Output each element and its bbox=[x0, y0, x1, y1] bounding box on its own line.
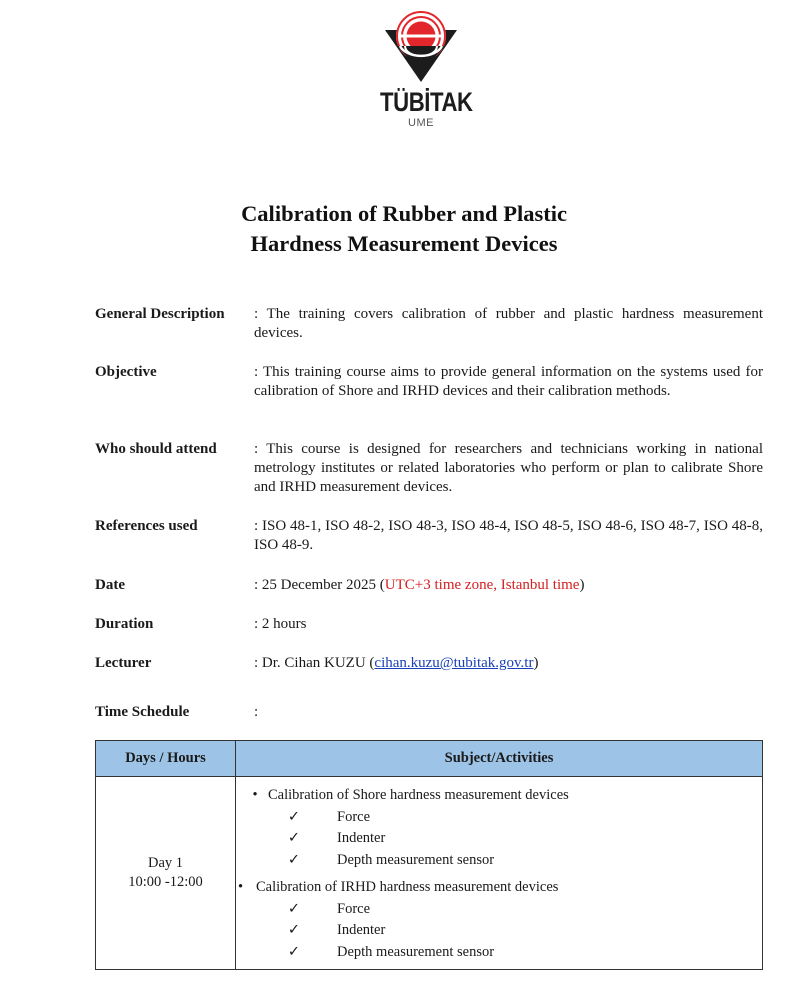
info-value: : ISO 48-1, ISO 48-2, ISO 48-3, ISO 48-4, ISO 48-5, ISO 48-6, ISO 48-7, ISO 48-8, ISO 48-9. bbox=[254, 518, 763, 553]
lecturer-email-link[interactable]: cihan.kuzu@tubitak.gov.tr bbox=[374, 655, 534, 671]
activity-bullet bbox=[236, 877, 762, 899]
checkmark-icon: ✓ bbox=[287, 922, 300, 938]
timezone-note: UTC+3 time zone, Istanbul time bbox=[384, 577, 580, 593]
date-value: : 25 December 2025 ( bbox=[254, 577, 385, 593]
activity-bullet bbox=[236, 785, 762, 807]
info-label: Objective bbox=[95, 364, 157, 380]
checkmark-icon: ✓ bbox=[287, 851, 300, 868]
activity-text: Calibration of IRHD hardness measurement devices bbox=[256, 879, 559, 895]
info-label: Who should attend bbox=[95, 441, 217, 457]
info-value bbox=[254, 654, 763, 673]
lecturer-name: : Dr. Cihan KUZU ( bbox=[254, 655, 375, 671]
activity-subitem bbox=[236, 807, 762, 829]
table-row bbox=[96, 777, 763, 970]
lecturer-close-paren: ) bbox=[533, 655, 539, 671]
activity-subitem bbox=[236, 942, 762, 964]
info-value: : The training covers calibration of rubber and plastic hardness measurement devices. bbox=[254, 306, 763, 341]
subitem-text: Indenter bbox=[337, 922, 386, 938]
title-line-2: Hardness Measurement Devices bbox=[250, 231, 558, 256]
checkmark-icon: ✓ bbox=[287, 900, 300, 917]
tubitak-logo bbox=[380, 10, 473, 140]
subitem-text: Force bbox=[337, 900, 371, 917]
info-label: General Description bbox=[95, 306, 225, 322]
date-close-paren: ) bbox=[579, 577, 585, 593]
subitem-text: Indenter bbox=[337, 830, 386, 846]
activity-text: Calibration of Shore hardness measurement devices bbox=[268, 787, 569, 803]
activity-subitem bbox=[236, 850, 762, 872]
activity-subitem bbox=[236, 828, 762, 850]
info-value: : This training course aims to provide general information on the systems used for calibration of Shore and IRHD devices and their calibration methods. bbox=[254, 364, 763, 399]
info-value: : 2 hours bbox=[254, 616, 307, 632]
day-hours: 10:00 -12:00 bbox=[128, 874, 203, 890]
header-days-hours: Days / Hours bbox=[96, 741, 236, 777]
logo-wordmark: TÜBİTAK bbox=[380, 87, 473, 117]
activity-subitem bbox=[236, 899, 762, 921]
info-value: : bbox=[254, 704, 259, 720]
info-value: : This course is designed for researchers and technicians working in national metrology institutes or related laboratories who perform or plan to calibrate Shore and IRHD measurement devices. bbox=[254, 441, 763, 495]
header-subject-activities: Subject/Activities bbox=[236, 741, 763, 777]
info-label: Duration bbox=[95, 616, 154, 632]
day-cell bbox=[96, 777, 236, 970]
table-header-row bbox=[96, 741, 763, 777]
info-label: References used bbox=[95, 518, 198, 534]
activities-cell bbox=[236, 777, 763, 970]
bullet-icon: • bbox=[238, 879, 244, 895]
day-label: Day 1 bbox=[147, 855, 184, 871]
info-label: Time Schedule bbox=[95, 704, 190, 720]
subitem-text: Force bbox=[337, 808, 371, 825]
subitem-text: Depth measurement sensor bbox=[337, 851, 495, 868]
bullet-icon: • bbox=[252, 787, 258, 803]
subitem-text: Depth measurement sensor bbox=[337, 943, 495, 960]
activity-subitem bbox=[236, 920, 762, 942]
logo-subtitle: UME bbox=[408, 117, 434, 129]
checkmark-icon: ✓ bbox=[287, 808, 300, 825]
info-value bbox=[254, 576, 763, 595]
checkmark-icon: ✓ bbox=[287, 943, 300, 960]
info-label: Date bbox=[95, 577, 125, 593]
title-line-1: Calibration of Rubber and Plastic bbox=[241, 201, 567, 226]
page-title bbox=[0, 199, 808, 259]
tubitak-emblem-icon bbox=[383, 10, 459, 86]
checkmark-icon: ✓ bbox=[287, 830, 300, 846]
schedule-table bbox=[95, 740, 763, 970]
info-label: Lecturer bbox=[95, 655, 152, 671]
